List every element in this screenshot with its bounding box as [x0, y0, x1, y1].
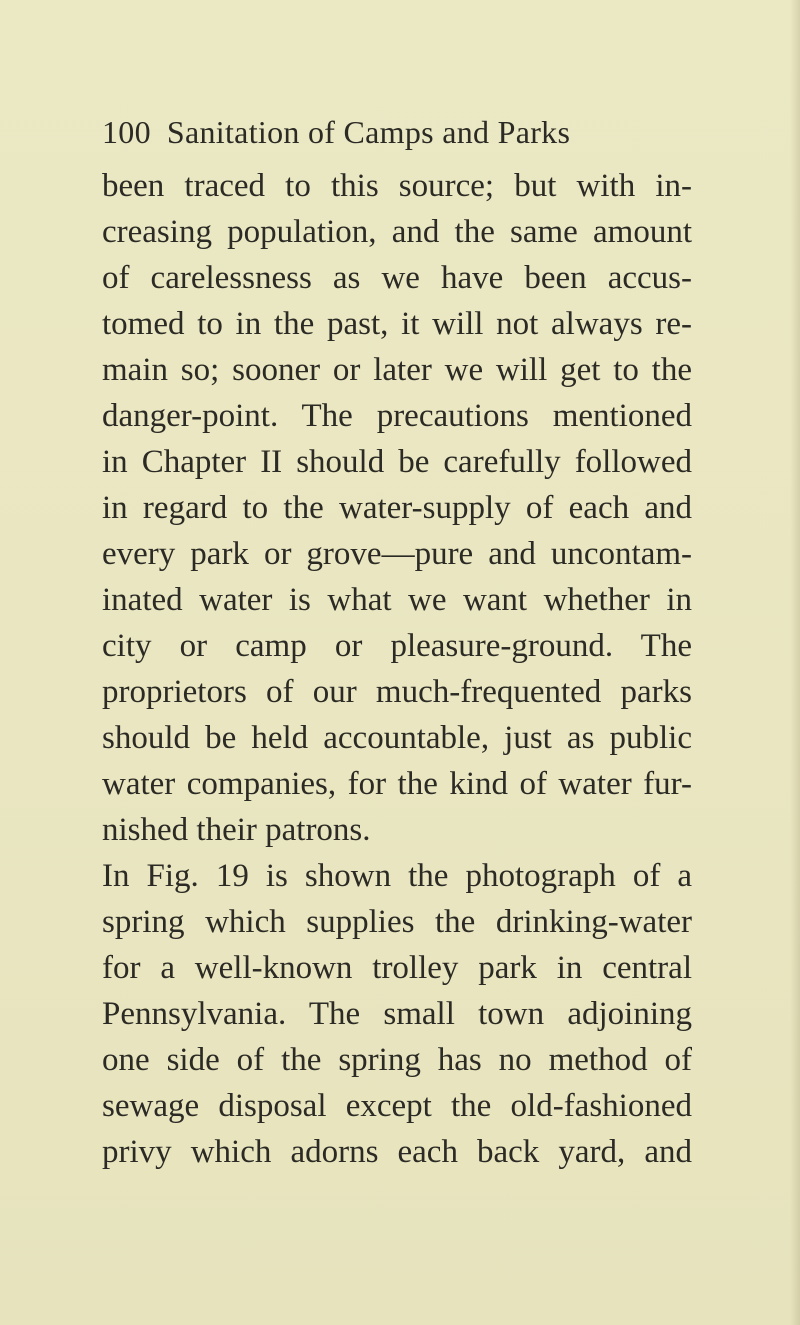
body-text [102, 163, 692, 1175]
running-head [102, 112, 570, 152]
text-line: water companies, for the kind of water fur- [102, 766, 692, 802]
text-line: for a well-known trolley park in central [102, 950, 692, 986]
text-line: Pennsylvania. The small town adjoining [102, 996, 692, 1032]
text-line: danger-point. The precautions mentioned [102, 398, 692, 434]
text-line: been traced to this source; but with in- [102, 168, 692, 204]
text-line: proprietors of our much-frequented parks [102, 674, 692, 710]
text-line: sewage disposal except the old-fashioned [102, 1088, 692, 1124]
text-line: privy which adorns each back yard, and [102, 1134, 692, 1170]
text-line: creasing population, and the same amount [102, 214, 692, 250]
page-number: 100 [102, 114, 151, 150]
text-line: should be held accountable, just as public [102, 720, 692, 756]
page-edge-shadow [790, 0, 800, 1325]
text-line: of carelessness as we have been accus- [102, 260, 692, 296]
text-line: inated water is what we want whether in [102, 582, 692, 618]
running-title: Sanitation of Camps and Parks [166, 114, 571, 150]
text-line: spring which supplies the drinking-water [102, 904, 692, 940]
text-line: city or camp or pleasure-ground. The [102, 628, 692, 664]
text-line: tomed to in the past, it will not always re- [102, 306, 692, 342]
text-line: In Fig. 19 is shown the photograph of a [102, 858, 692, 894]
text-line: in Chapter II should be carefully followed [102, 444, 692, 480]
text-line: every park or grove—pure and uncontam- [102, 536, 692, 572]
text-line: main so; sooner or later we will get to the [102, 352, 692, 388]
text-line: one side of the spring has no method of [102, 1042, 692, 1078]
text-line: in regard to the water-supply of each and [102, 490, 692, 526]
paragraph-end-line: nished their patrons. [102, 812, 371, 848]
